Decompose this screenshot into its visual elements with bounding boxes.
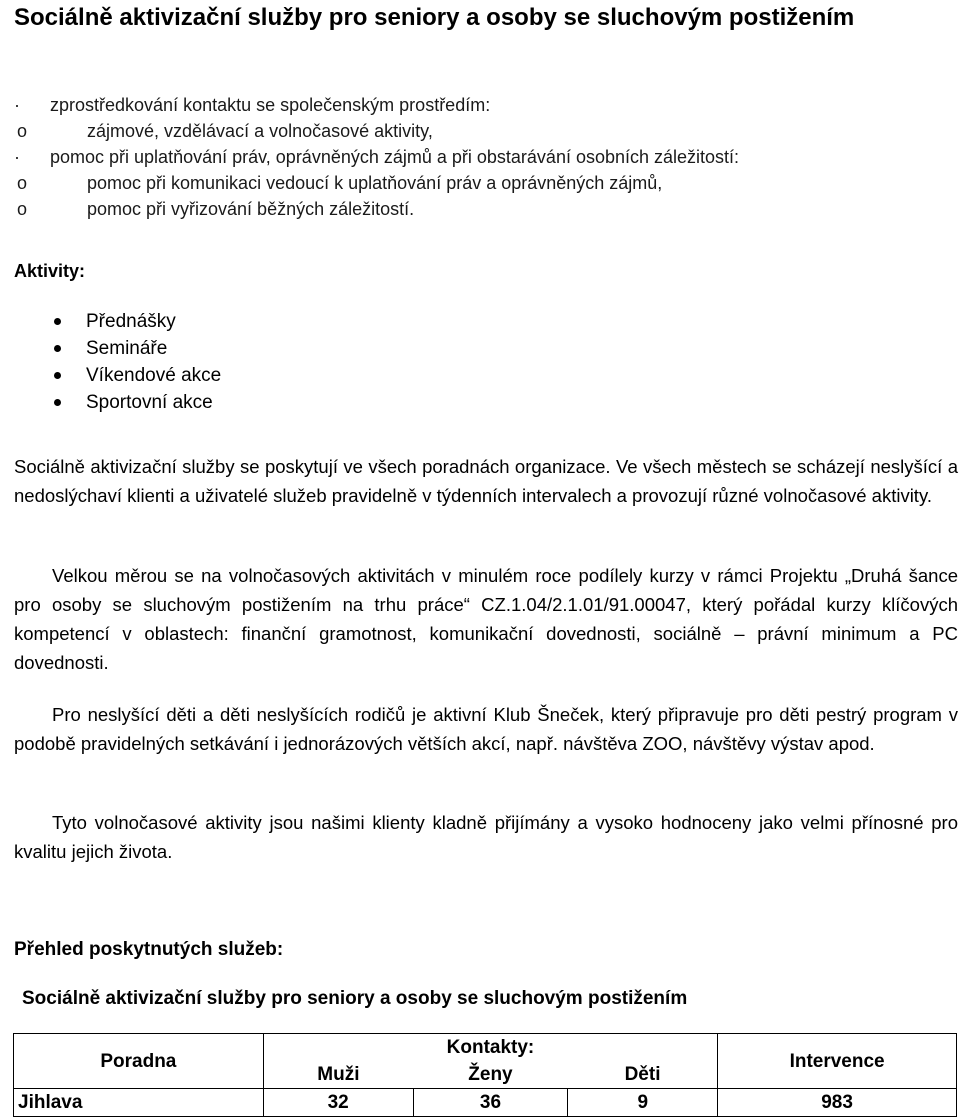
service-text: pomoc při uplatňování práv, oprávněných zájmů a při obstarávání osobních záležitostí: (50, 147, 740, 167)
sub-bullet-marker: o (17, 121, 28, 141)
service-text: pomoc při komunikaci vedoucí k uplatňování práv a oprávněných zájmů, (87, 173, 663, 193)
bullet-icon (54, 318, 61, 325)
activity-item (48, 362, 221, 389)
activity-item (48, 335, 221, 362)
activity-label: Semináře (86, 338, 168, 359)
header-muzi: Muži (263, 1061, 413, 1089)
activities-heading: Aktivity: (14, 261, 86, 281)
service-text: pomoc při vyřizování běžných záležitostí. (87, 199, 415, 219)
paragraph-services-location: Sociálně aktivizační služby se poskytují ve všech poradnách organizace. Ve všech městech se scházejí neslyšící a nedoslýchaví klienti a uživatelé služeb pravidelně v týdenních intervalech a provozují různé volnočasové aktivity. (14, 456, 958, 506)
activity-label: Víkendové akce (86, 365, 222, 386)
sub-bullet-marker: o (17, 199, 28, 219)
activity-item (48, 308, 221, 335)
cell-muzi: 32 (263, 1089, 413, 1117)
bullet-icon (54, 372, 61, 379)
bullet-marker: · (14, 95, 20, 115)
sub-bullet-marker: o (17, 173, 28, 193)
bullet-marker: · (14, 147, 20, 167)
header-intervence: Intervence (718, 1034, 957, 1089)
table-row (14, 1089, 957, 1117)
header-poradna: Poradna (14, 1034, 264, 1089)
table-header-row (14, 1034, 957, 1062)
overview-heading: Přehled poskytnutých služeb: (14, 939, 284, 960)
header-zeny: Ženy (413, 1061, 568, 1089)
cell-poradna: Jihlava (14, 1089, 264, 1117)
cell-zeny: 36 (413, 1089, 568, 1117)
paragraph-club: Pro neslyšící děti a děti neslyšících rodičů je aktivní Klub Šneček, který připravuje pro děti pestrý program v podobě pravidelných setkávání i jednorázových větších akcí, např. návštěva ZOO, návštěvy výstav apod. (14, 704, 958, 754)
activity-label: Přednášky (86, 311, 176, 332)
service-text: zájmové, vzdělávací a volnočasové aktivity, (87, 121, 433, 141)
table-title: Sociálně aktivizační služby pro seniory a osoby se sluchovým postižením (22, 988, 688, 1009)
header-deti: Děti (568, 1061, 718, 1089)
cell-deti: 9 (568, 1089, 718, 1117)
service-text: zprostředkování kontaktu se společenským prostředím: (50, 95, 491, 115)
activities-list (48, 308, 221, 416)
paragraph-project: Velkou měrou se na volnočasových aktivitách v minulém roce podílely kurzy v rámci Projektu „Druhá šance pro osoby se sluchovým postižením na trhu práce“ CZ.1.04/2.1.01/91.00047, který pořádal kurzy klíčových kompetencí v oblastech: finanční gramotnost, komunikační dovednosti, sociálně – právní minimum a PC dovednosti. (14, 565, 958, 673)
cell-intervence: 983 (718, 1089, 957, 1117)
paragraph-evaluation: Tyto volnočasové aktivity jsou našimi klienty kladně přijímány a vysoko hodnoceny jako velmi přínosné pro kvalitu jejich života. (14, 812, 958, 862)
services-table (13, 1033, 957, 1117)
bullet-icon (54, 345, 61, 352)
activity-label: Sportovní akce (86, 392, 213, 413)
bullet-icon (54, 399, 61, 406)
header-kontakty: Kontakty: (263, 1034, 717, 1062)
activity-item (48, 389, 221, 416)
document-title: Sociálně aktivizační služby pro seniory a osoby se sluchovým postižením (14, 4, 855, 31)
